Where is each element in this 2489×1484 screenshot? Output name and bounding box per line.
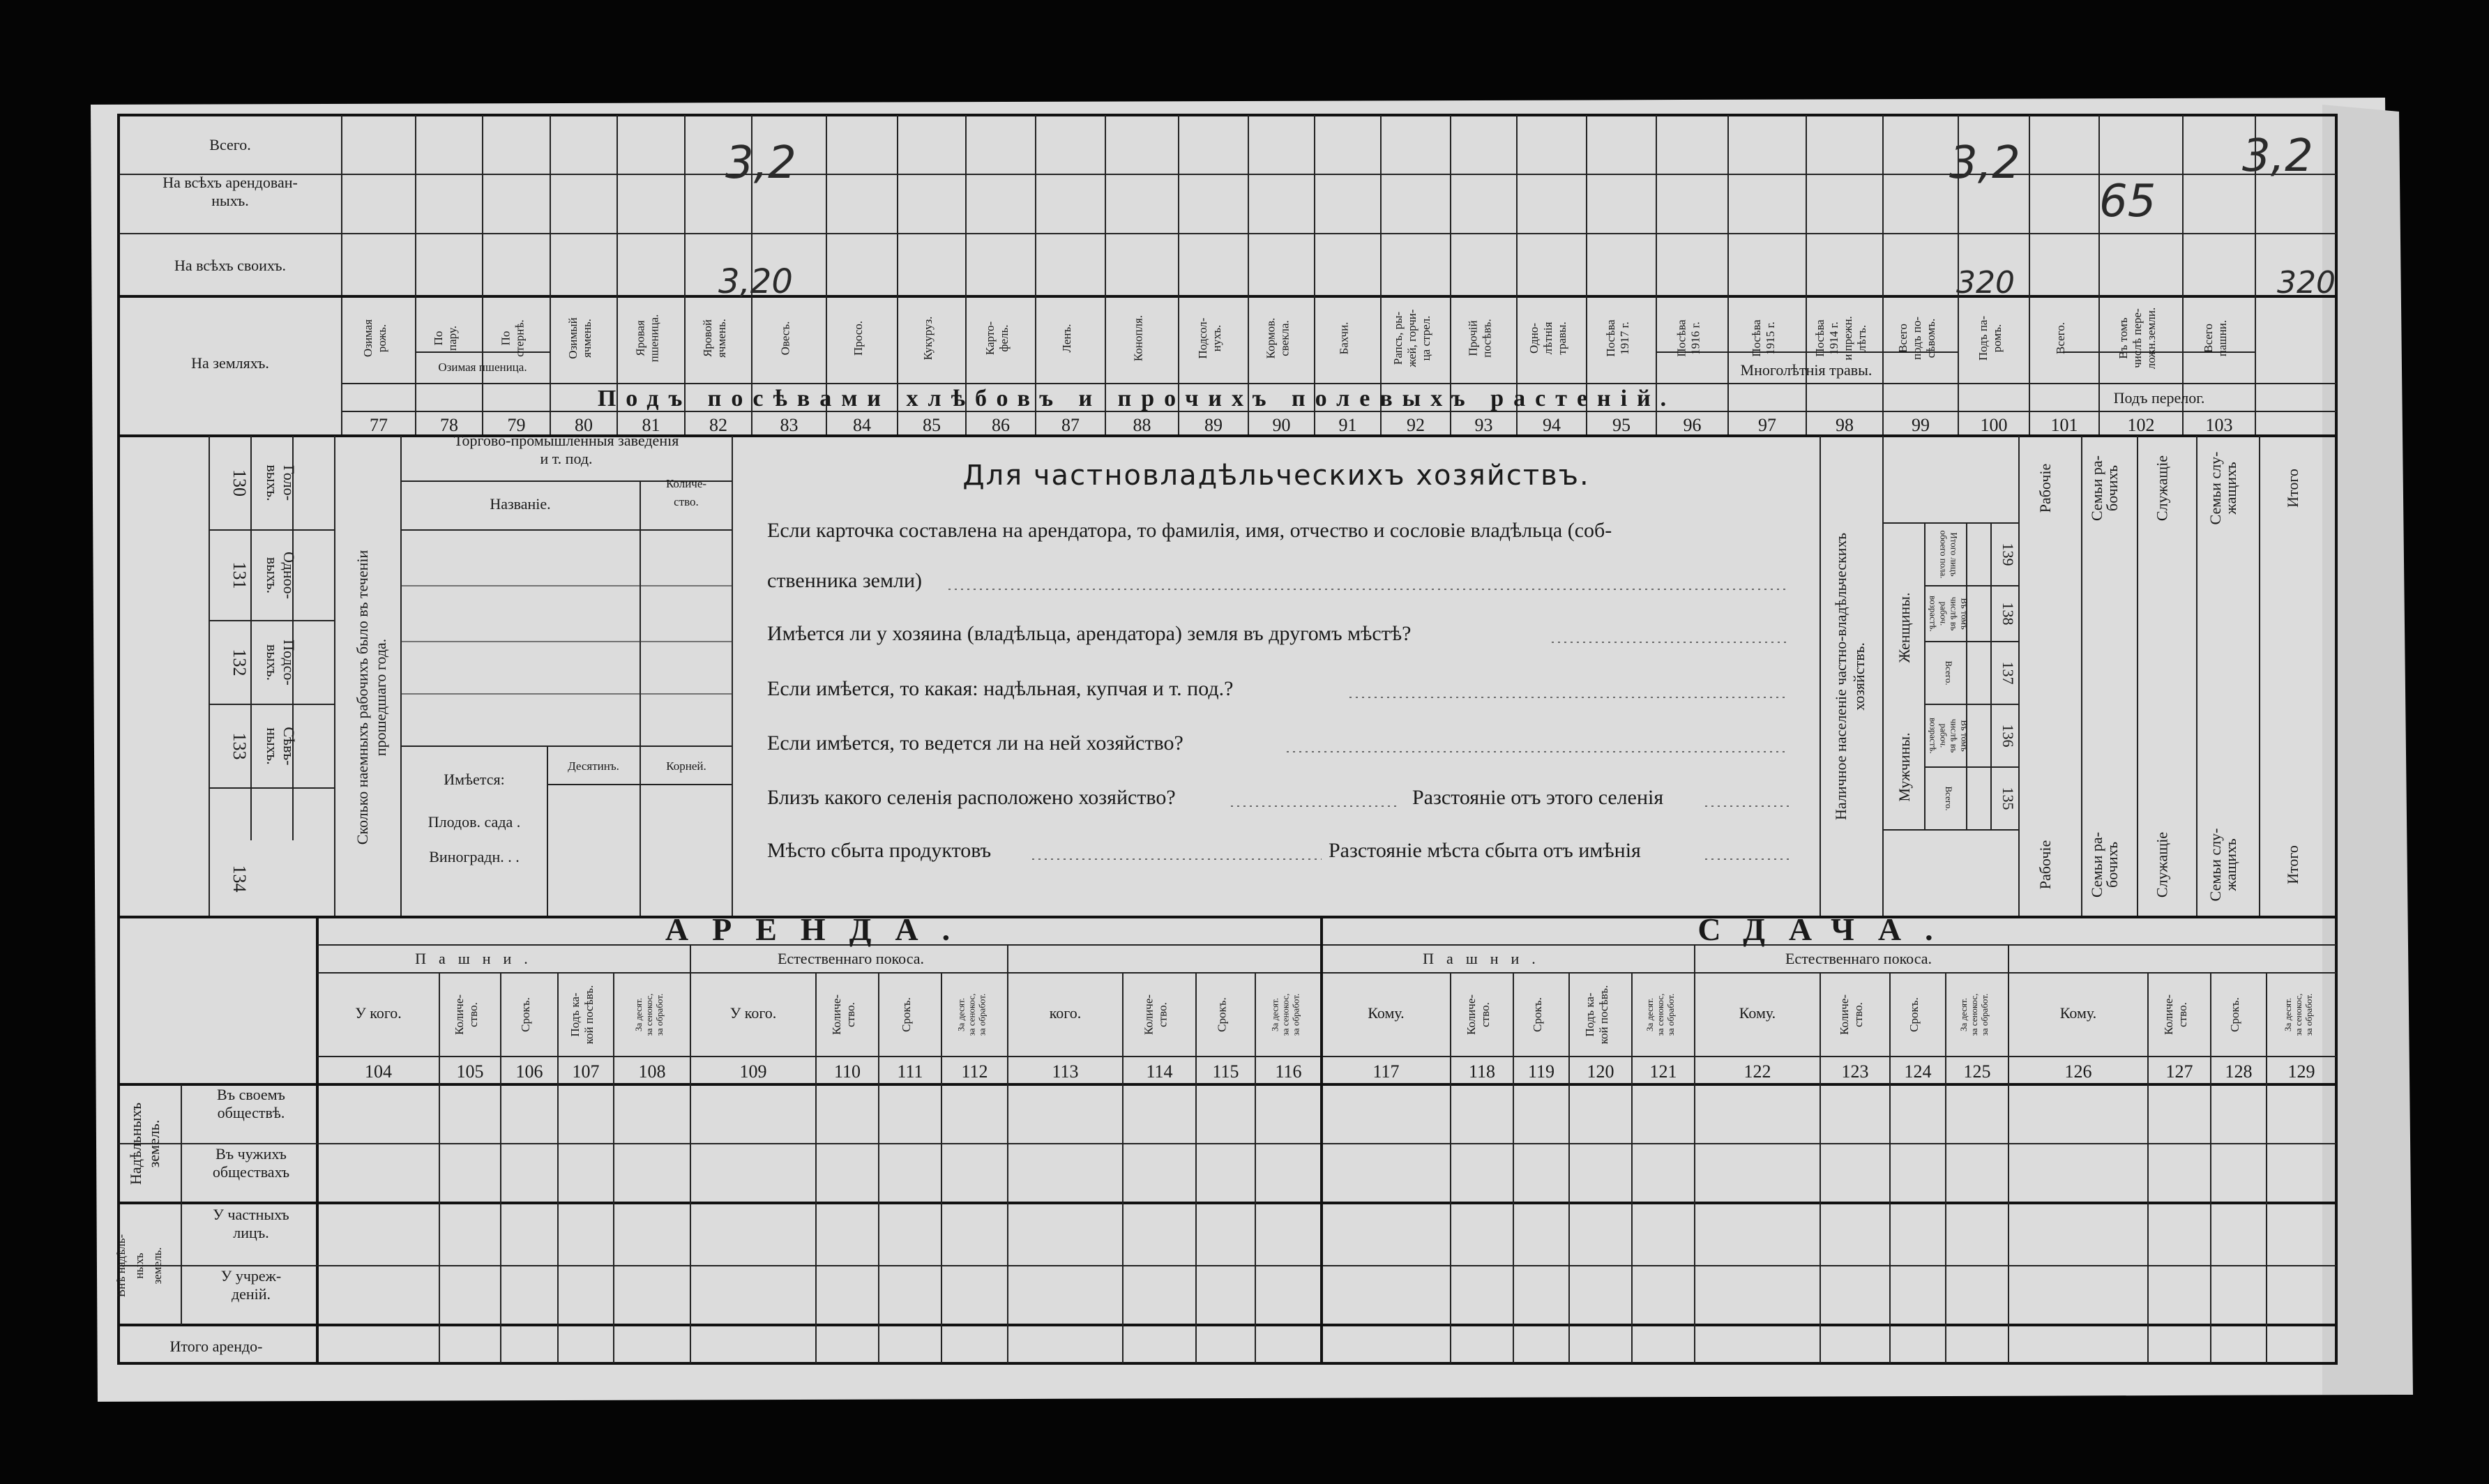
column-header-label: Посѣва1915 г. [1750,319,1777,357]
row-svoem-obshchestve: Въ своемъ обществѣ. [217,1086,285,1121]
column-header-label: Ленъ. [1060,324,1073,353]
handwritten-value: 3,2 [2242,130,2313,182]
column-number: 93 [1474,415,1493,435]
lease-column-label: У кого. [729,1004,777,1022]
arenda-pokosa: Естественнаго покоса. [777,950,925,967]
column-number: 96 [1683,415,1702,435]
lease-column-label: Срокъ. [1907,997,1921,1032]
lease-column-number: 123 [1841,1061,1869,1082]
column-number: 84 [853,415,871,435]
column-header-label: Овесъ. [778,321,792,356]
paper-sheet [91,98,2399,1402]
column-number: 77 [370,415,388,435]
row-group-vne-nadelnykh: Внѣ надѣль- ныхъ земель. [114,1234,164,1298]
handwritten-value: 320 [2277,265,2336,301]
private-q5: Близъ какого селенiя расположено хозяйство? [767,786,1176,809]
lease-column-label: Количе-ство. [2162,994,2189,1036]
column-number: 87 [1061,415,1080,435]
column-number: 81 [642,415,660,435]
column-number: 88 [1133,415,1151,435]
lease-column-number: 112 [961,1061,988,1082]
lease-column-label: Подъ ка-кой посѣвъ. [568,985,596,1045]
lease-column-number: 109 [739,1061,767,1082]
column-header-label: Въ томъчислѣ пере-ложн.земли. [2117,307,2158,370]
subheader-ozimaya-pshenitsa: Озимая пшеница. [438,361,527,374]
lease-column-number: 129 [2287,1061,2315,1082]
workforce-header-top: Семьи слу-жащихъ [2207,451,2239,525]
row-na-zemlyakh-label: На земляхъ. [191,354,269,372]
livestock-number: 131 [229,561,250,589]
handwritten-value: 3,2 [1949,137,2020,189]
lease-column-label: Количе-ство. [1142,994,1170,1036]
column-number: 80 [575,415,593,435]
column-header-label: Прочiйпосѣвъ. [1466,319,1494,358]
handwritten-value: 3,2 [725,137,796,189]
column-number: 103 [2205,415,2233,435]
population-col-number: 137 [1999,661,2017,685]
row-chuzhikh-obshchestvakh: Въ чужихъ обществахъ [212,1145,290,1181]
trade-name-header: Названiе. [490,495,551,513]
population-col-number: 138 [1999,602,2017,626]
trade-desyatin-header: Десятинъ. [568,759,619,773]
column-header-label: Кукуруз. [921,316,935,361]
workforce-header-top: Рабочiе [2036,463,2054,513]
lease-column-number: 117 [1372,1061,1400,1082]
column-number: 102 [2127,415,2155,435]
column-header-label: Подъ па-ромъ. [1976,315,2004,361]
workforce-header-bottom: Рабочiе [2036,840,2054,890]
lease-column-number: 114 [1146,1061,1173,1082]
lease-column-number: 111 [897,1061,923,1082]
column-header-label: Всего. [2054,322,2067,354]
sdacha-pashni: Пашни. [1423,950,1548,967]
column-header-label: Попару. [432,326,459,351]
column-number: 100 [1980,415,2008,435]
column-number: 90 [1272,415,1291,435]
lease-column-label: Срокъ. [519,997,532,1032]
lease-column-number: 122 [1743,1061,1771,1082]
column-number: 86 [992,415,1010,435]
lease-column-label: Срокъ. [1531,997,1544,1032]
lease-column-label: Количе-ство. [453,994,480,1036]
lease-column-label: У кого. [355,1004,402,1022]
column-number: 95 [1612,415,1631,435]
livestock-label: Голо-выхъ. [264,464,298,501]
lease-column-number: 113 [1052,1061,1079,1082]
arenda-banner: АРЕНДА. [665,911,974,947]
private-q6: Мѣсто сбыта продуктовъ [767,839,992,862]
column-number: 98 [1836,415,1854,435]
column-number: 82 [709,415,727,435]
row-chastnykh-lits: У частныхъ лицъ. [213,1206,289,1241]
subheader-pod-perelog: Подъ перелог. [2113,389,2205,407]
lease-column-number: 121 [1649,1061,1677,1082]
column-header-label: Посѣва1917 г. [1604,319,1631,357]
trade-title: Торгово-промышленныя заведенiя и т. под. [453,432,679,467]
population-women-label: Женщины. [1896,592,1913,663]
population-col-label: Въ томъчислѣ върабоч.возрастѣ. [1928,718,1970,754]
lease-column-number: 120 [1587,1061,1614,1082]
lease-column-label: За десят.за сенокос,за обработ. [1269,993,1301,1036]
column-header-label: Карто-фель. [983,321,1011,356]
population-men-label: Мужчины. [1896,732,1913,802]
lease-column-label: Количе-ство. [830,994,857,1036]
column-number: 91 [1338,415,1357,435]
livestock-number: 133 [229,732,250,760]
column-number: 92 [1407,415,1425,435]
column-header-label: Всегоподъ по-сѣвомъ. [1896,316,1937,361]
row-vsego-label: Всего. [209,136,251,153]
population-col-label: Всего. [1944,660,1954,686]
workforce-header-bottom: Итого [2284,845,2301,884]
livestock-label: Одноо-выхъ. [264,552,298,599]
column-number: 99 [1912,415,1930,435]
sdacha-banner: СДАЧА. [1697,911,1957,947]
handwritten-value: 3,20 [718,262,793,301]
column-header-label: Подсол-нухъ. [1196,317,1223,359]
population-col-label: Итого лицъобоего пола. [1938,530,1960,579]
column-header-label: Яровойячмень. [701,319,728,358]
lease-column-number: 115 [1212,1061,1239,1082]
column-header-label: Всегопашни. [2202,319,2229,357]
column-number: 78 [440,415,458,435]
workforce-header-bottom: Семьи ра-бочихъ [2088,831,2121,898]
lease-column-label: За десят.за сенокос,за обработ. [955,993,988,1036]
trade-orchard-label: Плодов. сада . [428,813,521,831]
private-q5b: Разстоянiе отъ этого селенiя [1412,786,1664,809]
population-col-label: Всего. [1944,786,1954,811]
column-header-label: Одно-лѣтнiятравы. [1527,321,1568,355]
lease-column-number: 125 [1963,1061,1991,1082]
lease-column-label: За десят.за сенокос,за обработ. [1958,993,1990,1036]
arenda-pashni: Пашни. [415,950,540,967]
livestock-label: Подсо-выхъ. [264,639,298,686]
population-col-number: 136 [1999,724,2017,748]
column-header-label: Постернѣ. [499,319,527,357]
private-q6b: Разстоянiе мѣста сбыта отъ имѣнiя [1329,839,1641,862]
row-uchrezhdeniy: У учреж-денiй. [220,1267,282,1303]
lease-column-number: 106 [515,1061,543,1082]
livestock-number: 134 [229,865,250,893]
handwritten-value: 65 [2099,176,2156,227]
lease-column-number: 104 [365,1061,392,1082]
column-number: 94 [1543,415,1561,435]
lease-column-number: 116 [1275,1061,1302,1082]
livestock-number: 130 [229,469,250,497]
column-number: 85 [923,415,941,435]
trade-count-header: Количе-ство. [665,477,707,508]
livestock-number: 132 [229,649,250,676]
population-col-number: 139 [1999,543,2017,566]
workforce-header-top: Семьи ра-бочихъ [2088,455,2121,522]
population-col-label: Въ томъчислѣ върабоч.возрастѣ. [1928,596,1970,632]
column-header-label: Озимаярожь. [361,319,388,358]
lease-column-number: 124 [1904,1061,1932,1082]
column-number: 79 [507,415,526,435]
workforce-header-bottom: Служащiе [2153,831,2171,898]
column-header-label: Озимыйячмень. [566,317,593,359]
column-header-label: Посѣва1916 г. [1674,319,1702,357]
livestock-label: Сѣвъ-ныхъ. [264,727,298,766]
trade-korney-header: Корней. [666,759,706,773]
private-q4: Если имѣется, то ведется ли на ней хозяйство? [767,732,1183,755]
private-q1a: Если карточка составлена на арендатора, то фамилiя, имя, отчество и сословiе владѣльца (соб- [767,519,1612,542]
lease-column-label: Срокъ. [900,997,913,1032]
lease-column-number: 128 [2225,1061,2253,1082]
lease-column-label: За десят.за сенокос,за обработ. [633,993,665,1036]
handwritten-value: 320 [1956,265,2015,301]
row-group-nadelnykh: Надѣльныхъземель. [127,1103,162,1185]
private-q2: Имѣется ли у хозяина (владѣльца, арендатора) земля въ другомъ мѣстѣ? [767,622,1412,645]
lease-column-label: За десят.за сенокос,за обработ. [2283,993,2314,1036]
lease-column-number: 119 [1527,1061,1555,1082]
column-number: 101 [2050,415,2078,435]
population-col-number: 135 [1999,787,2017,810]
lease-column-number: 107 [572,1061,600,1082]
private-q1b: ственника земли) [767,569,922,592]
workers-question-label: Сколько наемныхъ рабочихъ было въ теченiипрошедшаго года. [354,550,389,845]
row-svoikh-label: На всѣхъ своихъ. [174,257,286,274]
lease-column-label: Подъ ка-кой посѣвъ. [1583,985,1610,1045]
column-number: 97 [1758,415,1776,435]
column-header-label: Кормов.свекла. [1264,317,1292,359]
lease-column-number: 108 [638,1061,666,1082]
lease-column-label: Кому. [1368,1004,1405,1022]
row-arendovannykh-label: На всѣхъ арендован-ныхъ. [162,174,298,209]
column-number: 83 [780,415,799,435]
lease-column-label: За десят.за сенокос,за обработ. [1644,993,1676,1036]
subheader-mnogoletnie: Многолѣтнiя травы. [1740,361,1873,379]
lease-column-number: 127 [2165,1061,2193,1082]
column-header-label: Рапсъ, ры-жей, горчи-ца стрел. [1391,309,1432,368]
banner-pod-posevami: Подъ посѣвами хлѣбовъ и прочихъ полевыхъ растенiй. [597,386,1677,411]
lease-column-label: Срокъ. [2228,997,2241,1032]
workforce-header-top: Служащiе [2153,455,2171,522]
lease-column-label: Срокъ. [1215,997,1229,1032]
lease-column-number: 118 [1468,1061,1496,1082]
trade-vineyard-label: Виноградн. . . [429,848,520,865]
column-header-label: Бахчи. [1337,321,1351,355]
lease-column-number: 126 [2064,1061,2092,1082]
lease-column-number: 110 [833,1061,861,1082]
column-header-label: Посѣва1914 г.и прежн.лѣтъ. [1813,316,1868,361]
private-q3: Если имѣется, то какая: надѣльная, купчая и т. под.? [767,677,1234,700]
column-number: 89 [1204,415,1223,435]
column-header-label: Яроваяпшеница. [633,314,661,363]
sdacha-pokosa: Естественнаго покоса. [1785,950,1932,967]
row-itogo-arendo: Итого арендо- [169,1338,263,1355]
trade-has-label: Имѣется: [444,771,505,788]
workforce-header-bottom: Семьи слу-жащихъ [2207,828,2239,902]
private-title: Для частновладѣльческихъ хозяйствъ. [962,460,1590,492]
lease-column-label: Кому. [2059,1004,2097,1022]
workforce-header-top: Итого [2284,469,2301,508]
lease-column-label: Количе-ство. [1465,994,1492,1036]
population-title: Наличное населенiе частно-владѣльческихъхозяйствъ. [1832,533,1868,820]
lease-column-label: кого. [1049,1004,1082,1022]
column-header-label: Просо. [852,321,865,356]
lease-column-number: 105 [456,1061,484,1082]
lease-column-label: Кому. [1739,1004,1776,1022]
lease-column-label: Количе-ство. [1838,994,1865,1036]
column-header-label: Конопля. [1131,315,1145,362]
